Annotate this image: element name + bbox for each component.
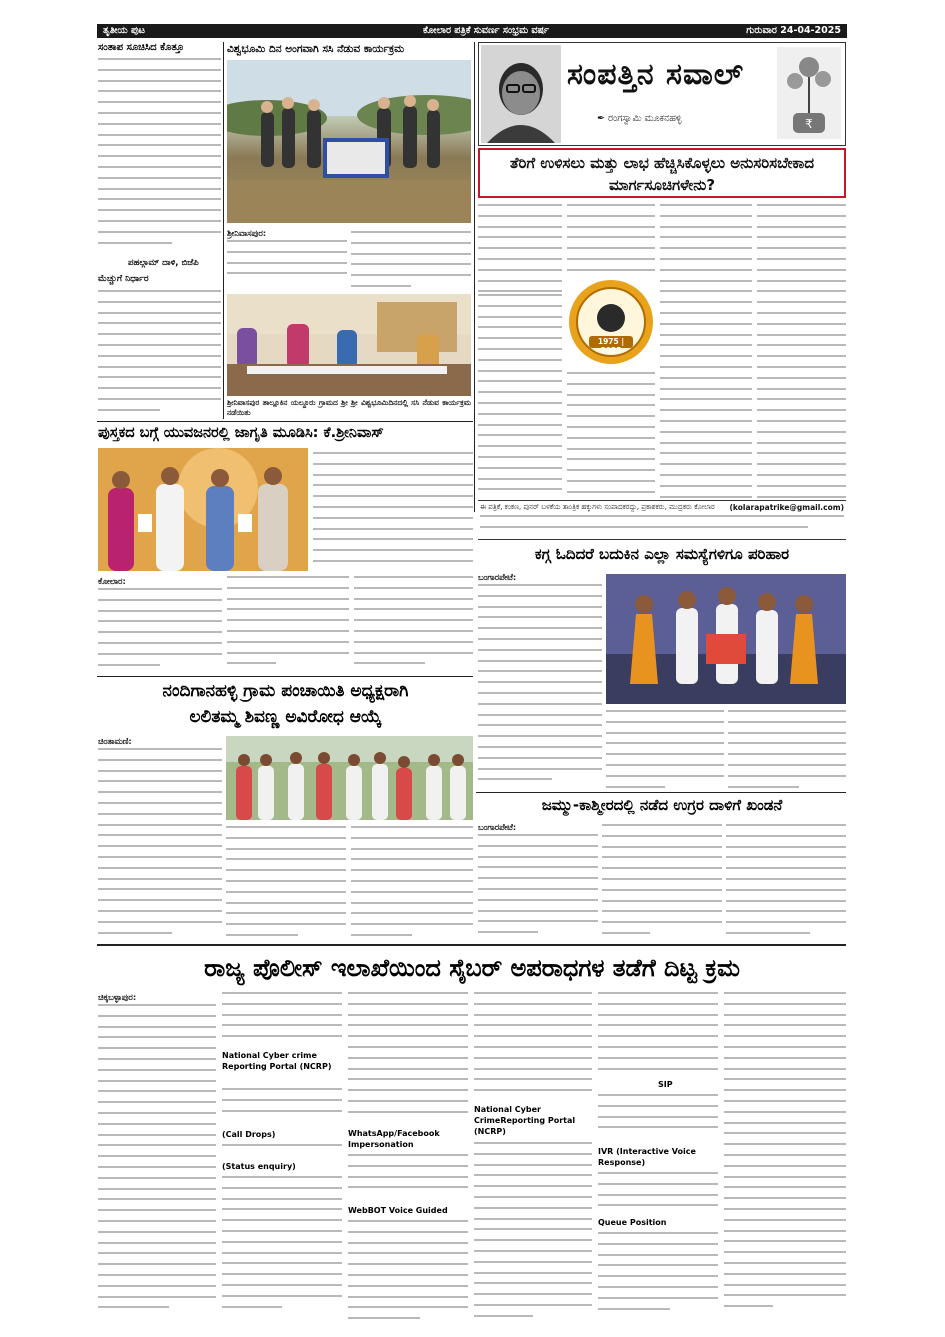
- dateline: ಚಿಂತಾಮಣಿ:: [98, 736, 132, 746]
- left-column-story: [98, 42, 221, 418]
- felicitation-photo: [606, 574, 846, 704]
- nandi-story: [98, 678, 473, 940]
- author-name: ರಂಗಸ್ವಾಮಿ ಮೂಕನಹಳ್ಳಿ: [607, 113, 682, 124]
- sip-phrase: SIP: [658, 1080, 673, 1089]
- cyber-col-2-lines-c: [222, 1144, 342, 1164]
- ncrp-portal-phrase: National Cyber CrimeReporting Portal (NCRP): [474, 1105, 576, 1136]
- cyber-col-5-lines-a: [598, 992, 718, 1078]
- dateline: ಬಂಗಾರಪೇಟೆ:: [478, 822, 517, 832]
- webbot-phrase: [348, 1206, 448, 1215]
- story-headline: ವಿಶ್ವಭೂಮಿ ದಿನ ಅಂಗವಾಗಿ ಸಸಿ ನೆಡುವ ಕಾರ್ಯಕ್ರಮ: [227, 43, 405, 55]
- photo-caption: ಶ್ರೀನಿವಾಸಪುರ ತಾಲ್ಲೂಕಿನ ಯಲ್ದೂರು ಗ್ರಾಮದ ಶ್ರೀ ಶ್ರೀ ವಿಶ್ವಭೂಮಿದಿನದಲ್ಲಿ ಸಸಿ ನೆಡುವ ಕಾರ್ಯಕ್ರಮ ನಡೆಯಿತು: [227, 398, 471, 417]
- kashmir-body-1: [478, 834, 598, 940]
- panchayat-photo: [226, 736, 473, 820]
- page-label: ತೃತೀಯ ಪುಟ: [103, 25, 145, 36]
- imprint-lines: [480, 515, 844, 539]
- kashmir-body-3: [726, 824, 846, 940]
- story-body-2: [98, 290, 221, 418]
- ncrp-phrase: National Cyber crime Reporting Portal (NCRP): [222, 1051, 332, 1071]
- impersonation-phrase: WhatsApp/Facebook Impersonation: [348, 1129, 440, 1149]
- column-divider: [474, 42, 475, 512]
- story-byline: ಪಹಲ್ಗಾಮ್ ದಾಳಿ, ಬಿಜೆಪಿ: [128, 258, 199, 268]
- imprint-email: (kolarapatrike@gmail.com): [729, 503, 844, 512]
- column-body-col3: [660, 204, 752, 498]
- column-body-col1b: [478, 294, 562, 498]
- dateline: ಬಂಗಾರಪೇಟೆ:: [478, 572, 517, 582]
- story-headline: ಸಂತಾಪ ಸೂಚಿಸಿದ ಕೊತ್ತೂ: [98, 42, 184, 53]
- books-body-1-lines: [98, 588, 222, 674]
- books-story: [98, 424, 473, 674]
- nandi-dateline: [98, 736, 222, 748]
- cyber-dateline: [98, 992, 216, 1004]
- cyber-story: [98, 948, 846, 1320]
- classroom-photo: [227, 294, 471, 396]
- issue-date: ಗುರುವಾರ 24-04-2025: [746, 25, 841, 36]
- story-headline: ಪುಸ್ತಕದ ಬಗ್ಗೆ ಯುವಜನರಲ್ಲಿ ಜಾಗೃತಿ ಮೂಡಿಸಿ: ಕೆ.ಶ್ರೀನಿವಾಸ್: [98, 425, 384, 441]
- status-enquiry-phrase: (Status enquiry): [222, 1162, 296, 1171]
- story-headline: ರಾಜ್ಯ ಪೊಲೀಸ್ ಇಲಾಖೆಯಿಂದ ಸೈಬರ್ ಅಪರಾಧಗಳ ತಡೆಗೆ ದಿಟ್ಟ ಕ್ರಮ: [204, 954, 740, 982]
- column-headline-text: ತೆರಿಗೆ ಉಳಿಸಲು ಮತ್ತು ಲಾಭ ಹೆಚ್ಚಿಸಿಕೊಳ್ಳಲು ಅನುಸರಿಸಬೇಕಾದ ಮಾರ್ಗಸೂಚಿಗಳೇನು?: [509, 154, 815, 194]
- column-body-col1: [478, 204, 562, 294]
- tree-planting-photo: [227, 60, 471, 223]
- column-author: [597, 113, 682, 124]
- cyber-col-3-lines-b: [348, 1154, 468, 1204]
- kagga-dateline: [478, 572, 602, 584]
- kashmir-story: [478, 794, 846, 940]
- books-body-3: [313, 452, 473, 572]
- voice-guided-label: Voice Guided: [388, 1206, 448, 1215]
- cyber-col-2-lines-a: [222, 992, 342, 1048]
- cyber-col-1: [98, 1004, 216, 1320]
- cyber-col-3-lines-a: [348, 992, 468, 1126]
- webbot-label: WebBOT: [348, 1206, 387, 1215]
- column-body-col2a: [567, 204, 655, 274]
- kagga-story: [478, 544, 846, 790]
- cyber-col-5: [598, 992, 718, 1320]
- column-title: ಸಂಪತ್ತಿನ ಸವಾಲ್: [567, 57, 744, 92]
- column-headline: [478, 148, 846, 198]
- story-headline: ಕಗ್ಗ ಓದಿದರೆ ಬದುಕಿನ ಎಲ್ಲಾ ಸಮಸ್ಯೆಗಳಿಗೂ ಪರಿಹಾರ: [534, 545, 790, 563]
- story-headline-2: ಲಲಿತಮ್ಮ ಶಿವಣ್ಣ ಅವಿರೋಧ ಆಯ್ಕೆ: [189, 707, 382, 727]
- story-headline: ಜಮ್ಮು-ಕಾಶ್ಮೀರದಲ್ಲಿ ನಡೆದ ಉಗ್ರರ ದಾಳಿಗೆ ಖಂಡನೆ: [541, 796, 783, 814]
- column-body-col4: [757, 204, 846, 498]
- story-body-lines: [227, 240, 347, 288]
- story-subhead: ಮೆಚ್ಚುಗೆ ನಿರ್ಧಾರ: [98, 274, 149, 284]
- section-rule: [476, 792, 846, 793]
- story-body: [98, 58, 221, 254]
- call-drops-phrase: (Call Drops): [222, 1130, 276, 1139]
- section-rule: [97, 421, 473, 422]
- svg-text:₹: ₹: [805, 117, 813, 131]
- imprint-text: ಈ ಪತ್ರಿಕೆ, ಕಂಕಣ, ಪುನರ್ ಬಳಕೆಯ ತಾಂತ್ರಿಕ ಹಕ್ಕುಗಳು ಸಂಪಾದಕರದ್ದು, ಪ್ರಕಾಶಕರು, ಮುದ್ರಕರು ಕೋಲಾರ: [480, 503, 715, 511]
- cyber-col-4: [474, 992, 592, 1320]
- ivr-phrase: IVR (Interactive Voice Response): [598, 1147, 696, 1167]
- kagga-body-1: [478, 584, 602, 790]
- dateline: ಚಿಕ್ಕಬಳ್ಳಾಪುರ:: [98, 992, 137, 1002]
- section-rule: [97, 676, 473, 677]
- column-banner: [478, 42, 846, 146]
- cyber-col-5-lines-b: [598, 1094, 718, 1144]
- imprint-box: [478, 500, 846, 540]
- masthead: [97, 24, 847, 38]
- jubilee-emblem: [567, 278, 655, 366]
- kagga-body-3: [728, 710, 846, 790]
- vishwa-story: [227, 42, 471, 419]
- emblem-years: 1975 | 2025: [597, 337, 625, 355]
- cyber-col-5-lines-d: [598, 1232, 718, 1320]
- money-plant-icon: [777, 47, 841, 139]
- kashmir-body-2: [602, 824, 722, 940]
- cyber-col-5-lines-c: [598, 1172, 718, 1216]
- paper-title: ಕೋಲಾರ ಪತ್ರಿಕೆ ಸುವರ್ಣ ಸಂಭ್ರಮ ವರ್ಷ: [423, 25, 549, 36]
- kagga-body-2: [606, 710, 724, 790]
- books-body-4: [354, 576, 473, 674]
- cyber-col-3-lines-c: [348, 1220, 468, 1320]
- books-body-2: [227, 576, 349, 674]
- author-photo: [481, 45, 561, 143]
- story-body-lines-2: [351, 231, 471, 291]
- nandi-body-1: [98, 748, 222, 938]
- story-headline-1: ನಂದಿಗಾನಹಳ್ಳಿ ಗ್ರಾಮ ಪಂಚಾಯಿತಿ ಅಧ್ಯಕ್ಷರಾಗಿ: [162, 681, 409, 701]
- column-divider: [223, 42, 224, 419]
- cyber-col-2-lines-d: [222, 1176, 342, 1320]
- cyber-col-4-lines-b: [474, 1142, 592, 1320]
- cyber-col-3: [348, 992, 468, 1320]
- cyber-col-4-lines-a: [474, 992, 592, 1102]
- dateline: ಶ್ರೀನಿವಾಸಪುರ:: [227, 228, 267, 238]
- pen-icon: ✒: [597, 113, 608, 124]
- book-release-photo: [98, 448, 308, 571]
- cyber-col-2: [222, 992, 342, 1320]
- kashmir-dateline: [478, 822, 598, 834]
- nandi-body-3: [351, 826, 473, 938]
- dateline: ಕೋಲಾರ:: [98, 576, 126, 586]
- cyber-col-6: [724, 992, 846, 1320]
- column-body-col2b: [567, 372, 655, 498]
- cyber-col-2-lines-b: [222, 1088, 342, 1128]
- section-rule: [97, 944, 846, 946]
- queue-position-phrase: Queue Position: [598, 1218, 667, 1227]
- nandi-body-2: [226, 826, 346, 938]
